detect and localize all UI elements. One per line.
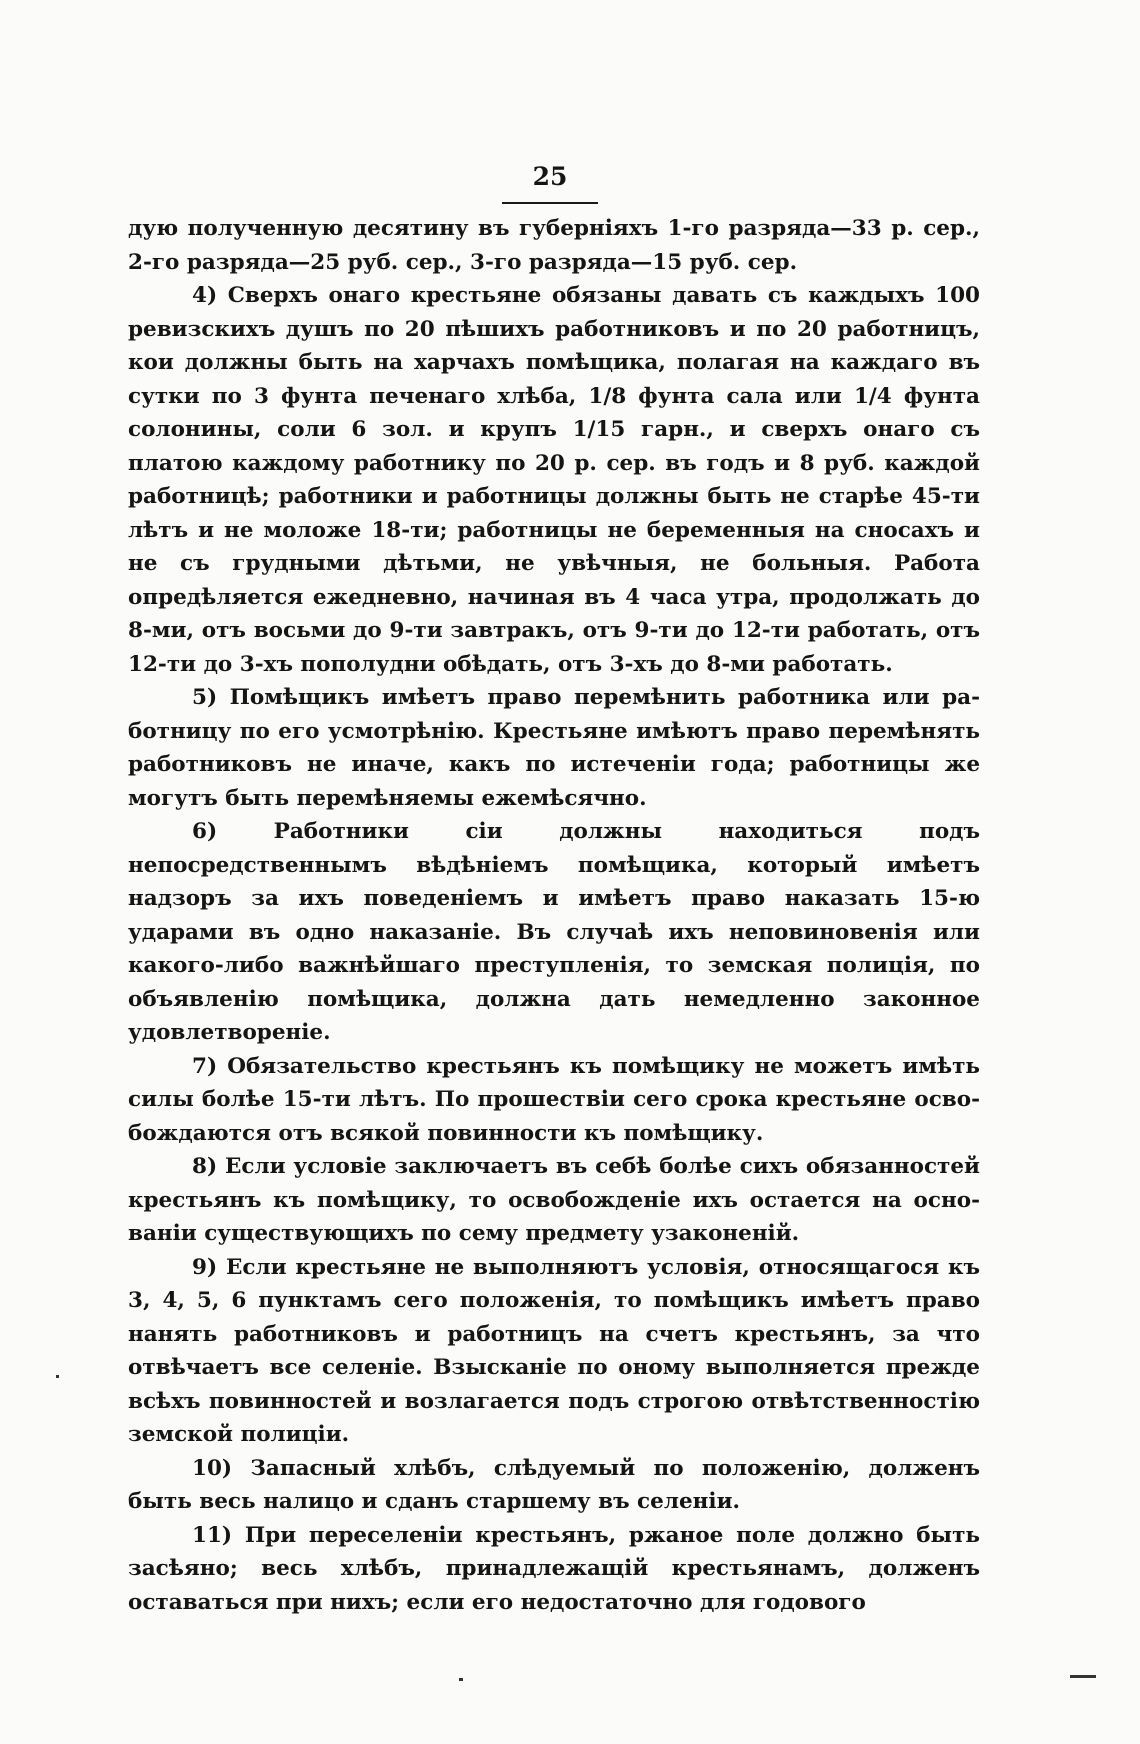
page-number-rule <box>502 202 598 204</box>
paragraph-item-8: 8) Если условіе заключаетъ въ себѣ болѣе сихъ обязанностей крестьянъ къ помѣщику, то освобожденіе ихъ остается на основаніи существующихъ по сему предмету узаконеній. <box>128 1154 980 1246</box>
scan-speck <box>56 1375 59 1378</box>
scan-speck <box>459 1678 463 1681</box>
paragraph-item-4: 4) Сверхъ онаго крестьяне обязаны давать съ каждыхъ 100 ревизскихъ душъ по 20 пѣшихъ работниковъ и по 20 работницъ, кои должны быть на харчахъ помѣщика, полагая на каждаго въ сутки по 3 фунта печенаго хлѣба, 1/8 фунта сала или 1/4 фунта солонины, соли 6 зол. и крупъ 1/15 гарн., и сверхъ онаго съ платою каждому работнику по 20 р. сер. въ годъ и 8 руб. каждой работницѣ; работники и работницы должны быть не старѣе 45-ти лѣтъ и не моложе 18-ти; работницы не беременныя на сносахъ и не съ грудными дѣтьми, не увѣчныя, не больныя. Работа опредѣляется ежедневно, начиная въ 4 часа утра, продолжать до 8-ми, отъ восьми до 9-ти завтракъ, отъ 9-ти до 12-ти работать, отъ 12-ти до 3-хъ пополудни обѣдать, отъ 3-хъ до 8-ми работать. <box>128 283 980 677</box>
paragraph-item-11: 11) При переселеніи крестьянъ, ржаное поле должно быть засѣяно; весь хлѣбъ, принадлежащій крестьянамъ, долженъ оставаться при нихъ; если его недостаточно для годового <box>128 1522 980 1615</box>
paragraph-item-10: 10) Запасный хлѣбъ, слѣдуемый по положенію, долженъ быть весь налицо и сданъ старшему въ селеніи. <box>128 1455 980 1514</box>
page-number: 25 <box>532 162 568 191</box>
scan-dash-mark <box>1070 1675 1096 1678</box>
page-number-container <box>500 162 600 192</box>
paragraph-item-6: 6) Работники сіи должны находиться подъ непосредственнымъ вѣдѣніемъ помѣщика, который имѣетъ надзоръ за ихъ поведеніемъ и имѣетъ право наказать 15-ю ударами въ одно наказаніе. Въ случаѣ ихъ неповиновенія или какого-либо важнѣйшаго преступленія, то земская полиція, по объявленію помѣщика, должна дать немедленно законное удовлетвореніе. <box>128 819 980 1045</box>
paragraph-item-5: 5) Помѣщикъ имѣетъ право перемѣнить работника или работницу по его усмотрѣнію. Крестьяне имѣютъ право перемѣнять работниковъ не иначе, какъ по истеченіи года; работницы же могутъ быть перемѣняемы ежемѣсячно. <box>128 685 980 811</box>
paragraph-continuation: дую полученную десятину въ губерніяхъ 1-го разряда—33 р. сер., 2-го разряда—25 руб. сер., 3-го разряда—15 руб. сер. <box>128 216 980 275</box>
paragraph-item-7: 7) Обязательство крестьянъ къ помѣщику не можетъ имѣть силы болѣе 15-ти лѣтъ. По прошествіи сего срока крестьяне освобождаются отъ всякой повинности къ помѣщику. <box>128 1053 980 1146</box>
paragraph-item-9: 9) Если крестьяне не выполняютъ условія, относящагося къ 3, 4, 5, 6 пунктамъ сего положенія, то помѣщикъ имѣетъ право нанять работниковъ и работницъ на счетъ крестьянъ, за что отвѣчаетъ все селеніе. Взысканіе по оному выполняется прежде всѣхъ повинностей и возлагается подъ строгою отвѣтственностію земской полиціи. <box>128 1254 980 1447</box>
body-text <box>128 212 980 1619</box>
